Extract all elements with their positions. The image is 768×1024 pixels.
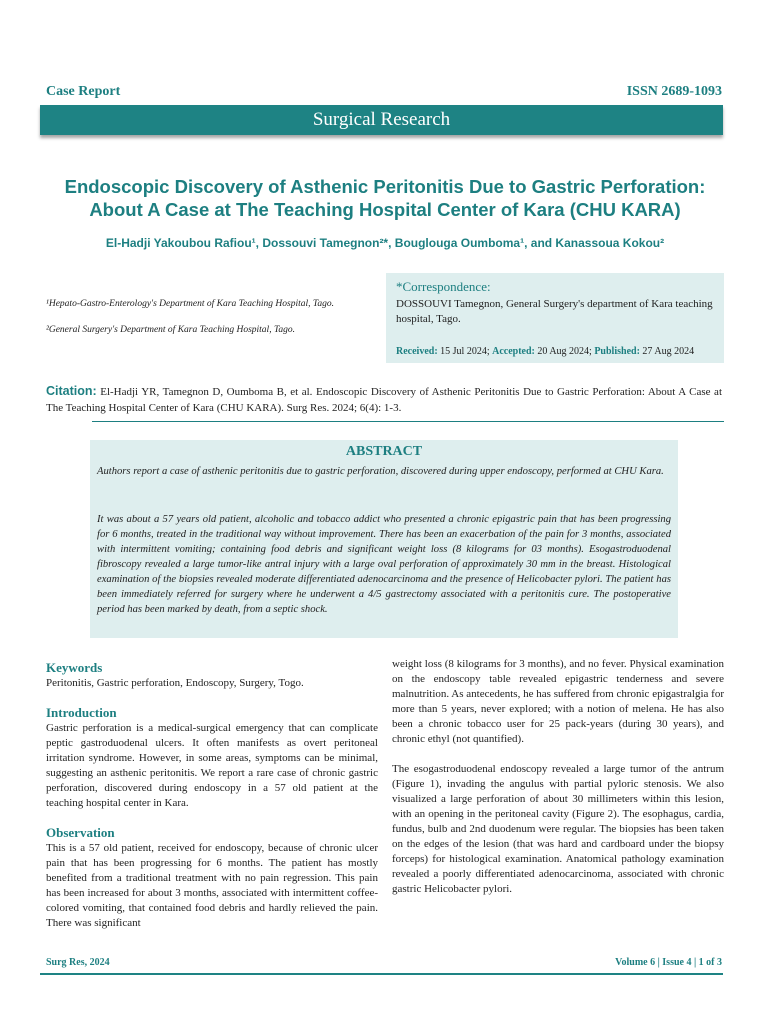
title-line-2: About A Case at The Teaching Hospital Center of Kara (CHU KARA) — [89, 199, 681, 220]
abstract-paragraph-1: Authors report a case of asthenic peritonitis due to gastric perforation, discovered during upper endoscopy, performed at CHU Kara. — [97, 466, 664, 477]
affiliation-2: ²General Surgery's Department of Kara Teaching Hospital, Tago. — [46, 325, 295, 335]
received-date: 15 Jul 2024; — [440, 346, 490, 357]
received-label: Received: — [396, 346, 438, 357]
abstract-box — [90, 440, 678, 638]
left-column — [46, 660, 378, 931]
author-list: El-Hadji Yakoubou Rafiou¹, Dossouvi Tamegnon²*, Bouglouga Oumboma¹, and Kanassoua Kokou² — [105, 236, 665, 250]
journal-banner: Surgical Research — [40, 105, 723, 135]
introduction-heading: Introduction — [46, 705, 117, 720]
published-label: Published: — [594, 346, 640, 357]
observation-continued: weight loss (8 kilograms for 3 months), and no fever. Physical examination on the endoscopy table revealed epigastric tenderness and severe malnutrition. As antecedents, he has suffered from chronic epigastralgia for more than 5 years, never explored; with a notion of melena. He has also been a chronic tobacco user for 25 pack-years (during 30 years), and chronic ethyl (not quantified). — [392, 658, 724, 745]
article-type: Case Report — [46, 84, 121, 99]
article-title — [40, 175, 730, 221]
published-date: 27 Aug 2024 — [642, 346, 695, 357]
correspondence-heading: *Correspondence: — [396, 279, 491, 294]
footer-journal: Surg Res, 2024 — [46, 957, 110, 968]
observation-text: This is a 57 old patient, received for endoscopy, because of chronic ulcer pain that has been progressing for 6 months. The patient has mostly benefited from a traditional treatment with no pain regression. This pain has been increased for about 3 months, associated with intermittent coffee-colored vomiting, that contained food debris and hardly relieved the pain. There was significant — [46, 842, 378, 929]
accepted-date: 20 Aug 2024; — [537, 346, 592, 357]
affiliation-1: ¹Hepato-Gastro-Enterology's Department of Kara Teaching Hospital, Tago. — [46, 299, 334, 309]
right-column — [392, 657, 724, 897]
abstract-paragraph-2: It was about a 57 years old patient, alcoholic and tobacco addict who presented a chronic epigastric pain that has been progressing for 6 months, treated in the traditional way without improvement. There has been an exacerbation of the pain for 3 months, associated with intermittent vomiting; containing food debris and significant weight loss (8 kilograms for 03 months). Esogastroduodenal fibroscopy revealed a large tumor-like antral injury with a large oval perforation of approximately 30 mm in the breast. Histological examination of the biopsies revealed moderate differentiated adenocarcinoma and the presence of Helicobacter pylori. The patient has been immediately referred for surgery where he underwent a 4/5 gastrectomy associated with a peritonitis cure. The postoperative period has been marked by death, from a septic shock. — [97, 514, 671, 615]
section-divider — [92, 421, 724, 422]
observation-heading: Observation — [46, 825, 115, 840]
footer-page-info: Volume 6 | Issue 4 | 1 of 3 — [615, 957, 722, 968]
correspondence-body: DOSSOUVI Tamegnon, General Surgery's department of Kara teaching hospital, Tago. — [396, 298, 713, 325]
keywords-text: Peritonitis, Gastric perforation, Endoscopy, Surgery, Togo. — [46, 677, 304, 689]
title-line-1: Endoscopic Discovery of Asthenic Peritonitis Due to Gastric Perforation: — [64, 176, 706, 197]
footer-divider — [40, 973, 723, 975]
issn: ISSN 2689-1093 — [626, 84, 722, 99]
citation-text: El-Hadji YR, Tamegnon D, Oumboma B, et al. Endoscopic Discovery of Asthenic Peritonitis Due to Gastric Perforation: About A Case at The Teaching Hospital Center of Kara (CHU KARA). Surg Res. 2024; 6(4): 1-3. — [46, 386, 722, 414]
accepted-label: Accepted: — [492, 346, 535, 357]
citation-label: Citation: — [46, 384, 97, 398]
citation — [46, 383, 722, 416]
abstract-heading: ABSTRACT — [345, 444, 423, 459]
introduction-text: Gastric perforation is a medical-surgical emergency that can complicate peptic gastroduodenal ulcers. It often manifests as overt peritoneal irritation syndrome. However, in some areas, symptoms can be minimal, suggesting an asthenic peritonitis. We report a rare case of chronic gastric perforation, discovered during endoscopy in a 57 old patient at the teaching hospital center in Kara. — [46, 722, 378, 809]
correspondence-box — [386, 273, 724, 363]
endoscopy-findings: The esogastroduodenal endoscopy revealed a large tumor of the antrum (Figure 1), invading the angulus with partial pyloric stenosis. We also visualized a large perforation of about 30 millimeters within this lesion, with an opening in the peritoneal cavity (Figure 2). The esophagus, cardia, fundus, bulb and 2nd duodenum were regular. The biopsies has been taken on the edges of the lesion (that was hard and cardboard under the biopsy forceps) for histological examination. Anatomical pathology examination revealed a poorly differentiated adenocarcinoma, associated with chronic gastric Helicobacter pylori. — [392, 763, 724, 895]
article-dates — [396, 346, 694, 357]
keywords-heading: Keywords — [46, 660, 103, 675]
